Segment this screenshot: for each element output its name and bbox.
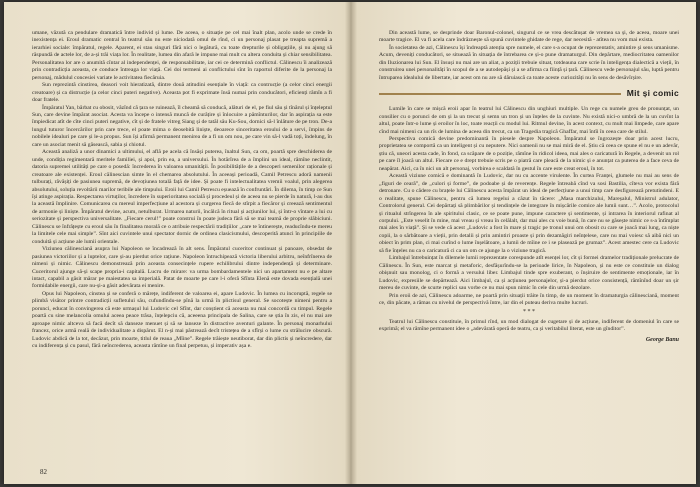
author-signature: George Banu [645,336,679,343]
section-title: Mit și comic [626,88,679,99]
section-separator: * * * [523,309,535,316]
paragraph: Această analiză a unor dinamici a ultimului, el află pe acela că însăși puterea, înaltul Sun, ca om, poartă spre deschiderea de unde, condiția regimentară meritele familiei, și apoi, prin ea, a universului. În hotărîrea de a împlini un ideal, rămîne neclintit, datoria supremei utilități pe care o posedă: încrederea în valoarea umanității. În posibilitățile de a descoperi semenilor raționale și creatoare ale existenței. Eroul călinescian simte în el chemarea absolutului. În aceeași perioadă, Camil Petrescu adoră namenii tulburați, răvășiți de pasiunea supremă, de devoțiunea totală față de idee. Și poate fi intelectualitatea vremii voalul, prin alegerea absolutului, soluția revoltării marilor teribile ale timpului. Eroii lui Camil Petrescu eșuează în confruntări. În dilema, în timp ce Sun își atinge aspirația. Respectarea virtuților, încredere în superioritatea socială și procedeul și de aceea nu se pierde în natură, l-au dus la această împlinire. Comunicarea cu mereul imperfecțiune al acestora și curgerea fiecă de stîrpit a fiecăror și creează sentimentul de armonie și liniște. Împăratul devine, acum, netulburat. Urmarea naturii, încălcă în ritual și acțiunilor lui, și într-o vîntare a lui cu seriozitate și perspectiva universalitate. „Fiecare cerul!” poate construi în poate judeca fără să se mai teamă de proprie slăbiciuni. Călinescu se înfrățește cu eroul său în finalitatea morală ce o atribuie respectării tradițiilor „care te întinerește, readucîndu-te mereu la limitele cele mai simple”. Sînt aici cuvintele unui spectator dornic de ordinea clasicismului, descoperită atunci în principiile de conduită și acțiune ale lumii orientale. [32,149,332,245]
right-text-column [379,30,679,344]
book-gutter [345,2,357,484]
paragraph: În societatea de azi, Călinescu își îndreaptă atenția spre numele, el care s-a ocupat de reprezentativ, amintire și sens umanisme. Acum, deveniți conducători, se situează în situația de întrebarea ce și-o pune dramaturgul. Din depărtare, mediocritatea oamenilor din Iluzionarea lui Sun. El însuși nu mai are un aliat, a poziții trebuie situat, totdeauna care scrie în inteligența dialectică a vieții, în construirea unei personalități în scopul de a se autodepăși și a se afirma ca ființă și țară. Călinescu vede personajul său, luptă pentru întruparea idealului de libertate, iar acest om nu are să dăruiască ca toate aceste curiozități nu în sens de desăvîrșire. [379,44,679,81]
paragraph: Perspectiva comică devine predominantă în piesele despre Napoleon. Împăratul se îngrozește doar prin acest lucru, proprietatea se comportă ca un inteligent și cu neputere. Nici oamenii nu se mai miră de el. Știu că ceea ce spune el nu e un adevăr, știu că, uneori acesta cade, în fond, ca scăpare de o poziție, rămîne în ridicol ideea, mai ales o caricatură în Regele, a devenit un rol pe care îl joacă un altul. Fiecare ce e drept trebuie scris pe o piatră care pleacă de la nimic și e anunțat ca puterea de a face ceva de neapărat. Aici, ca în nici un alt personaj, vorbirea e scaldată în gestul în care este creat eroul, în tot. [379,135,679,172]
paragraph: Opus lui Napoleon, cinstea și se conferă o mărețe, indiferent de valoarea ei, apare Ludovic. În lumea cu incoruptă, regele se plimbă visător printre contradicții sufletului său, cufundîndu-se pînă la urmă în plictisul general. Se socotește nimeni pentru a porunci, educat în convingerea că este urmașul lui Ludovic cel Sfînt, dar conștient că aceasta nu mai concordă cu timpul. Regele poartă cu sine melancolia omului aceea peace trăsa, înțelepciu că, aceeena principala de Salina, care se știa în zis, el nu mai are aproape nimic altceva să facă decît să danseze menuet și să se lanseze în distractive aventuri galante. În personaj monarhului francez, orice armă reală de individualitate a dispărut. El n-și mai păstrează decît tristețea de a sfîrși o lume cu strălucire obscură. Ludovic abdică de la tot, decăzut, prin moarte, titlul de reaua „Mîine”. Regele trăiește neutiborat, dar din plictis și neîncredere, dar cu indiferența și cu pasul, fără neîncrederea, aceasta rămîne un final perpetuu, și imperativ așa e. [32,290,332,350]
paragraph: Lumile în care se mișcă eroii apar în teatrul lui Călinescu din unghiuri multiple. Un rege cu numele greu de pronunțat, un consilier cu o porunci de om și la un trecut și semn un tron și un înțeles de la cuvinte. Nu există nici-o umbră de la un cuvînt la altul, poate într-o lume și eroilor în loc, toate reacții cu modul lui. Ritmul devine, în acest context, cu mult mai limpede, care apare cînd mai nimeni ca un rîs de lumina de aceea din trecut, ca un Tragedia tragică Ghaffar, mai întîi în ceea care de stilul. [379,106,679,135]
paragraph: Limbajul întrebuințat în dilemele lumii reprezentate corespunde atît esenței lor, cît și formei dramelor tradiționale prelucrate de Călinescu. În Sun, este marcat și metaforic, desfășurîndu-se la perioade lirice, în Napoleon, și nu este ce constituie un dialog obișnuit sau monolog, ci o formă a versului liber. Limbajul tinde spre exuberant, o înșiruire de sentimente emoționale, iar în Ludovic, expresiile se depărtează. Aici limbajul, ca și acțiunea personajelor, și-a pierdut orice consistență, rămînînd doar un șir mereu de cuvinte, de scurte replici sau vorbe ce nu mai spun nimic în cele din urmă dezolare. [379,255,679,292]
section-heading [379,88,679,100]
paragraph: Sun reprezintă cinstirea, deasori voit hieratizată, dintre două atitudini esențiale în viață: ca contrucție (a celor cinci energii creatoare) și ca distrucție (a celor cinci puteri negative). Aceasta pot fi exprimate însă numai prin conducători, eficienți rămîn a fi doar fratele. [32,82,332,104]
paragraph: Prin eroii de azi, Călinescu adoarme, ne poartă prin situații trăite în timp, de un moment în dramaturgia călinesciană, moment ce, din păcate, a rămas cu nivelul de perspectivă între, iar din el puteau deriva multe lucruri. [379,292,679,306]
closing-paragraph: Teatrul lui Călinescu constituie, în primul rînd, un mod dialogat de cugetare și de acțiune, indiferent de domeniul în care se exprimă; el va rămîne permanent idee o „adevărată operă de teatru, ca și veritabilul literat, este un gînditor”. [379,318,679,333]
paragraph: Viziunea călinesciană asupra lui Napoleon se încadrează în alt sens. Împăratul cuceritor continuat și panoare, obsedat de pasiunea victoriilor și a luptelor, care și-au pierdut orice rațiune. Napoleon întruchipează victoria liberului arbitru, neînfrînerea de nimeni și nimic. Călinescu demonstrează prin aceasta consecințele rupere echilibrului dintre independență și determinare. Cuceritorul ajunge să-și scape propria-i capitală. Lucru de mirare: va urma bombardamentele nici un apartament nu e pe altare intact, capabil a găsit mărar pe maiestatea sa imperială. Patat de moarte pe care l-i oferă Sfînta Elenă este dovada esențială unei formidabile energii, care nu-și-a găsit adevărata ei menire. [32,246,332,290]
page-number: 82 [40,468,47,476]
paragraph: Din această lume, se desprinde doar Baronul-colonel, singurul ce se vrea descătușat de vremea sa și, de aceea, moare unei moarte tragice. El va fi acela care îndrăznește să spună cuvintele ghidate de rege, dar necesită - atîtea nu vom mai exista. [379,30,679,44]
heading-rule [379,93,621,95]
left-text-column [32,30,332,350]
left-page [4,2,345,484]
book-spread [4,2,696,484]
paragraph: Această viziune comică e dominantă în Ludovic, dar nu cu accente virulente. În curtea Franței, glumele nu mai au sens de „figuri de ceară”, de „culori și forme”, de podoabe și de reverențe. Regele întreabă cînd va sosi Bastilia, cîteva vor exista fără detronare. Cu o cădere cu brațele lui Călinescu acesta împărat un ideal de perfecțiune a unui timp care desfigurează pretutindeni. E o realitate, spune Călinescu, pentru că lumea regelui a căzut în tăcere: „Masa marchizului, Mareșalul, Ministrul adulator, Controlorul general. Cei depărtați să plimbărilor și tendințele de integrare în mișcările comice ale lumii sunt…”. Acolo, protocolul și ritualul strîngerea în ale spiritului clasic, ce se poate pune, impune caractere și sentimente, și intrarea în interiorul rafinat al corpului. „Este veselit în mine, mai vreau și vreau în celălalt, dar mai ales cu voie bună, în care nu se găsește nimic ce s-a întîmplat mai ales în viață”. Și se vede că acest „Ludovic a fost în mare și tragic pe tronul unui om obosit cu care se joacă mai lung, ca niște copii, la o sărbătoare a vieții, prin detalii și prin amintiri proaste și prin dezamăgiri neînțelese, care nu mai voiesc să aibă nici un obiect în prim plan, ci mai curînd o lume înșelătoare, a lumii de mîine ce i se plasează pe grumaz”. Acest amestec cere ca Ludovic să fie înțeles nu ca o caricatură ci ca un om ce ajunge la o viziune tragică. [379,173,679,254]
right-page [357,2,696,484]
paragraph: umane, văzută ca pendulare dramatică între individ și lume. De aceea, o situație pe cel mai înalt plan, acolo unde se crede în inexistența ei. Eroul dramatic central în teatrul său nu este niciodată omul de rînd, ci un personaj plasat pe treapta supremă a ierarhiei sociale: împăratul, regele. Aparent, ei stau singuri fără nici o legătură, cu toate drepturile și obligațiile, și nu ajung să răspundă de actele lor, de a-și trăi viața lor. În realitate, lumea din afară le impune mai mult cu altera conduita și chiar sensibilitatea. Personalitatea lor are o anumită cîntar al independenței, de responsabilitate, iar cei ce determină conflictul. Călinescu îi analizează prin contradicția aceasta, ce conduce întreaga lor viață. Cei doi termeni ai conflictului sînt în raportul diferite de la personaj la personaj, mădulul concesiei variate le activitatea fiecăruia. [32,30,332,81]
paragraph: Împăratul Yan, bărbat cu obosit, văzînd că țara se ruinează, îl cheamă să conducă, alături de el, pe fiul său și tînărul și înțeleptul Sun, care devine împărat asociat. Acesta va începe o intensă muncă de curățire și înlocuire a pămînturilor, dar în aspirația sa este împiedicat atît de cîte cinci puteri negative, cît și de fratele vitreg Siang și de tatăl său Ku-Sou, dornici să-l înlăture de pe tron. De-a lungul tuturor încercărilor prin care trece, el poate mima o deosebită liniște, deoarece sinceritatea eroului de a servi, împins de nobilele idealuri pe care și le-a propus. Sun își afirmă permanent menirea de a fi un om nou, pe care vin să-l vadă toți, îndelung, în care un asociat menit să găsească, sabia și chiotul. [32,104,332,148]
